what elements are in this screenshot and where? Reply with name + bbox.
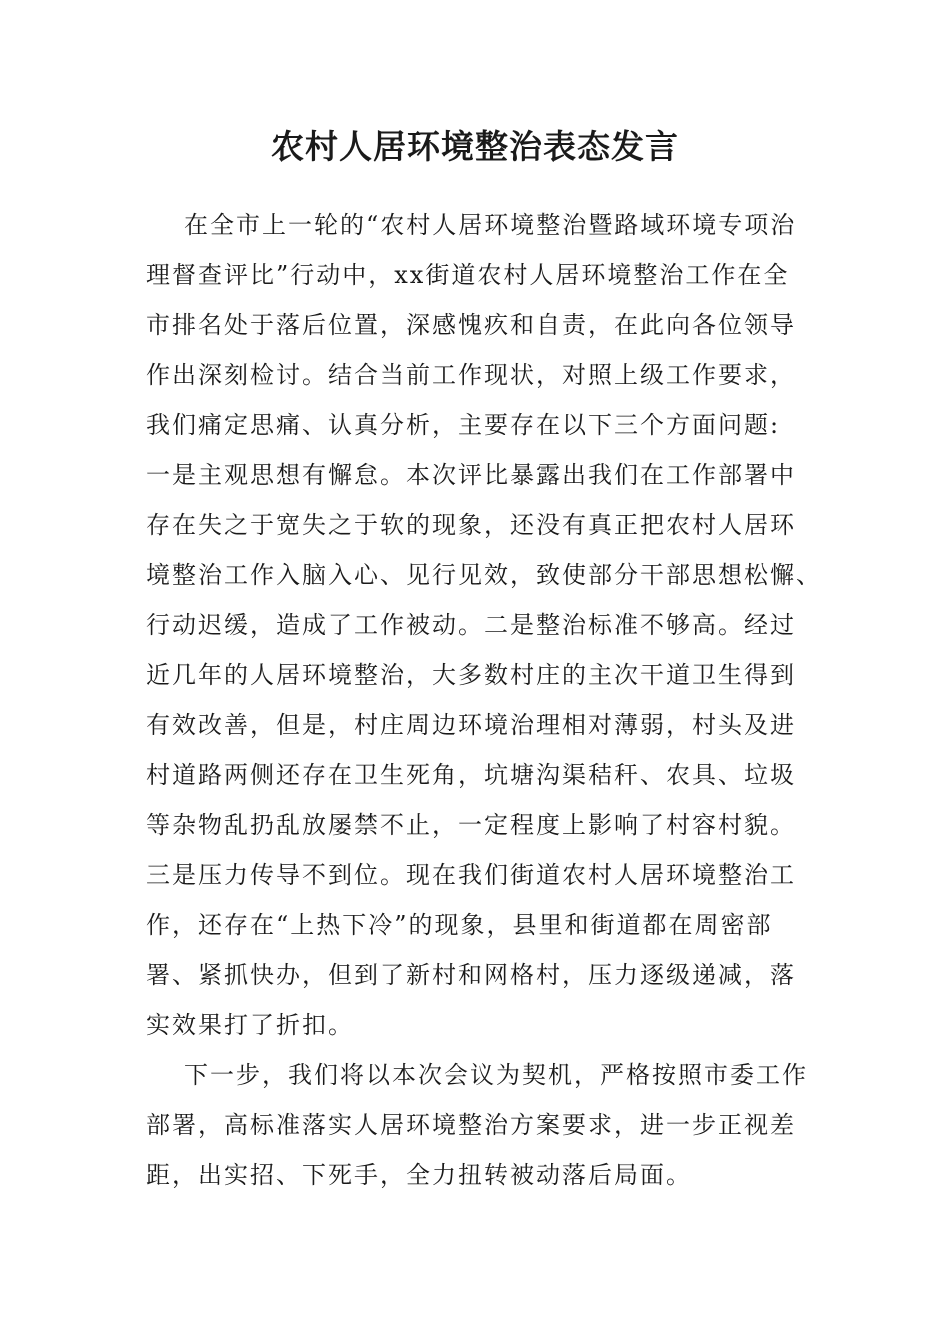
text-line: 实效果打了折扣。 [146,1011,354,1039]
text-line: 等杂物乱扔乱放屡禁不止，一定程度上影响了村容村貌。 [146,811,796,839]
text-line: 作出深刻检讨。结合当前工作现状，对照上级工作要求， [146,361,796,389]
text-line: 下一步，我们将以本次会议为契机，严格按照市委工作 [184,1061,808,1089]
document-body [146,200,822,1200]
text-line: 有效改善，但是，村庄周边环境治理相对薄弱，村头及进 [146,711,796,739]
text-line: 近几年的人居环境整治，大多数村庄的主次干道卫生得到 [146,661,796,689]
text-line: 我们痛定思痛、认真分析，主要存在以下三个方面问题: [146,411,781,439]
text-line: 署、紧抓快办，但到了新村和网格村，压力逐级递减，落 [146,961,796,989]
text-line: 作，还存在“上热下冷”的现象，县里和街道都在周密部 [146,911,773,939]
text-line: 村道路两侧还存在卫生死角，坑塘沟渠秸秆、农具、垃圾 [146,761,796,789]
text-line: 行动迟缓，造成了工作被动。二是整治标准不够高。经过 [146,611,796,639]
text-line: 三是压力传导不到位。现在我们街道农村人居环境整治工 [146,861,796,889]
text-line: 理督查评比”行动中，xx街道农村人居环境整治工作在全 [146,261,790,289]
text-line: 存在失之于宽失之于软的现象，还没有真正把农村人居环 [146,511,796,539]
text-line: 境整治工作入脑入心、见行见效，致使部分干部思想松懈、 [146,561,822,589]
text-line: 一是主观思想有懈怠。本次评比暴露出我们在工作部署中 [146,461,796,489]
text-line: 距，出实招、下死手，全力扭转被动落后局面。 [146,1161,692,1189]
text-line: 在全市上一轮的“农村人居环境整治暨路域环境专项治 [184,211,797,239]
text-line: 市排名处于落后位置，深感愧疚和自责，在此向各位领导 [146,311,796,339]
document-title: 农村人居环境整治表态发言 [271,127,679,166]
text-line: 部署，高标准落实人居环境整治方案要求，进一步正视差 [146,1111,796,1139]
